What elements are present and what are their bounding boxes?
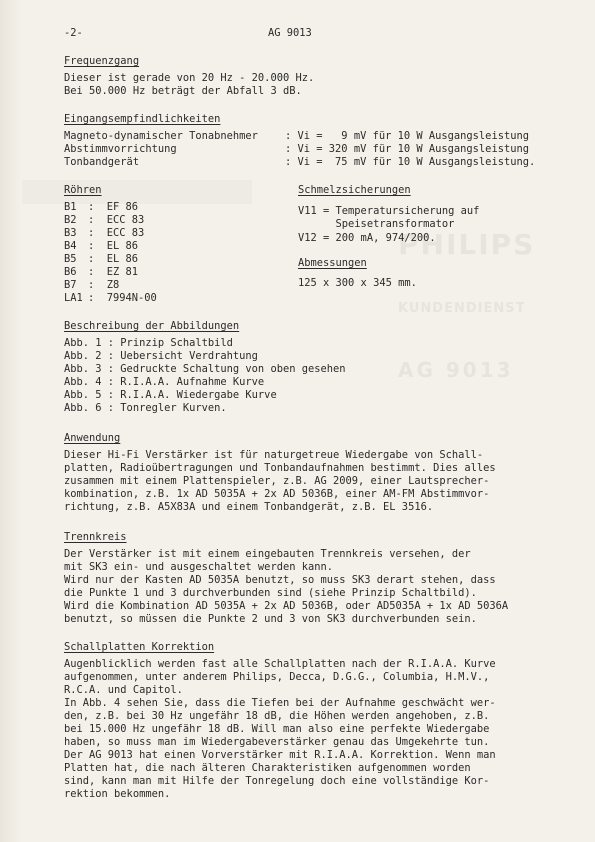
roehren-code: B5 <box>64 253 77 265</box>
schallplatten-line: Der AG 9013 hat einen Vorverstärker mit R.I.A.A. Korrektion. Wenn man <box>64 749 496 761</box>
abbildung-item: Abb. 4 : R.I.A.A. Aufnahme Kurve <box>64 376 265 388</box>
abbildung-item: Abb. 6 : Tonregler Kurven. <box>64 402 227 414</box>
roehren-type: : Z8 <box>88 279 120 291</box>
abbildung-item: Abb. 5 : R.I.A.A. Wiedergabe Kurve <box>64 389 277 401</box>
trennkreis-line: die Punkte 1 und 3 durchverbunden sind (siehe Prinzip Schaltbild). <box>64 587 477 599</box>
schmelz-heading: Schmelzsicherungen <box>298 184 411 196</box>
abbildung-item: Abb. 1 : Prinzip Schaltbild <box>64 337 233 349</box>
schmelz-line: V12 = 200 mA, 974/200. <box>298 232 436 244</box>
anwendung-line: zusammen mit einem Plattenspieler, z.B. AG 2009, einer Lautsprecher- <box>64 475 490 487</box>
schmelz-line: Speisetransformator <box>298 218 455 230</box>
schallplatten-line: In Abb. 4 sehen Sie, dass die Tiefen bei der Aufnahme geschwächt wer- <box>64 697 496 709</box>
roehren-type: : EL 86 <box>88 253 139 265</box>
schallplatten-line: den, z.B. bei 30 Hz ungefähr 18 dB, die Höhen werden angehoben, z.B. <box>64 710 490 722</box>
trennkreis-line: benutzt, so müssen die Punkte 2 und 3 von SK3 durchverbunden sein. <box>64 613 477 625</box>
binding-strip <box>0 0 22 842</box>
roehren-type: : ECC 83 <box>88 227 145 239</box>
frequenzgang-line: Bei 50.000 Hz beträgt der Abfall 3 dB. <box>64 85 302 97</box>
abmessungen-value: 125 x 300 x 345 mm. <box>298 277 417 289</box>
eingang-value: : Vi = 320 mV für 10 W Ausgangsleistung <box>285 143 529 155</box>
frequenzgang-heading: Frequenzgang <box>64 55 140 67</box>
roehren-code: B3 <box>64 227 77 239</box>
anwendung-line: Dieser Hi-Fi Verstärker ist für naturgetreue Wiedergabe von Schall- <box>64 449 484 461</box>
trennkreis-line: Wird die Kombination AD 5035A + 2x AD 5036B, oder AD5035A + 1x AD 5036A <box>64 600 509 612</box>
roehren-code: B4 <box>64 240 77 252</box>
schmelz-line: V11 = Temperatursicherung auf <box>298 205 480 217</box>
schallplatten-line: R.C.A. und Capitol. <box>64 684 183 696</box>
roehren-code: LA1 <box>64 292 83 304</box>
roehren-type: : EL 86 <box>88 240 139 252</box>
eingang-heading: Eingangsempfindlichkeiten <box>64 113 221 125</box>
model-number: AG 9013 <box>268 27 312 39</box>
roehren-type: : EF 86 <box>88 201 139 213</box>
roehren-code: B7 <box>64 279 77 291</box>
anwendung-heading: Anwendung <box>64 432 121 444</box>
abmessungen-heading: Abmessungen <box>298 257 367 269</box>
watermark-line-1: PHILIPS <box>398 228 536 261</box>
schallplatten-heading: Schallplatten Korrektion <box>64 641 215 653</box>
eingang-label: Magneto-dynamischer Tonabnehmer <box>64 130 258 142</box>
frequenzgang-line: Dieser ist gerade von 20 Hz - 20.000 Hz. <box>64 72 315 84</box>
eingang-label: Abstimmvorrichtung <box>64 143 177 155</box>
watermark-line-2: KUNDENDIENST <box>398 301 526 316</box>
roehren-type: : ECC 83 <box>88 214 145 226</box>
abbildung-item: Abb. 3 : Gedruckte Schaltung von oben gesehen <box>64 363 346 375</box>
schallplatten-line: Augenblicklich werden fast alle Schallplatten nach der R.I.A.A. Kurve <box>64 658 496 670</box>
trennkreis-line: Wird nur der Kasten AD 5035A benutzt, so muss SK3 derart stehen, dass <box>64 574 496 586</box>
abbildung-item: Abb. 2 : Uebersicht Verdrahtung <box>64 350 258 362</box>
schallplatten-line: haben, so muss man im Wiedergabeverstärker genau das Umgekehrte tun. <box>64 736 490 748</box>
schallplatten-line: Platten hat, die nach älteren Charakteristiken aufgenommen worden <box>64 762 471 774</box>
roehren-type: : EZ 81 <box>88 266 139 278</box>
schallplatten-line: bei 15.000 Hz ungefähr 18 dB. Will man also eine perfekte Wiedergabe <box>64 723 490 735</box>
abbildungen-heading: Beschreibung der Abbildungen <box>64 320 240 332</box>
roehren-heading: Röhren <box>64 184 102 196</box>
trennkreis-heading: Trennkreis <box>64 531 127 543</box>
page-number: -2- <box>64 27 83 39</box>
trennkreis-line: mit SK3 ein- und ausgeschaltet werden kann. <box>64 561 333 573</box>
roehren-code: B2 <box>64 214 77 226</box>
roehren-code: B1 <box>64 201 77 213</box>
watermark-line-3: AG 9013 <box>398 358 514 382</box>
roehren-type: : 7994N-00 <box>88 292 157 304</box>
trennkreis-line: Der Verstärker ist mit einem eingebauten Trennkreis versehen, der <box>64 548 471 560</box>
eingang-value: : Vi = 9 mV für 10 W Ausgangsleistung <box>285 130 529 142</box>
schallplatten-line: sind, kann man mit Hilfe der Tonregelung doch eine vollständige Kor- <box>64 775 490 787</box>
roehren-code: B6 <box>64 266 77 278</box>
schallplatten-line: aufgenommen, unter anderem Philips, Decca, D.G.G., Columbia, H.M.V., <box>64 671 490 683</box>
anwendung-line: platten, Radioübertragungen und Tonbandaufnahmen bestimmt. Dies alles <box>64 462 496 474</box>
anwendung-line: kombination, z.B. 1x AD 5035A + 2x AD 5036B, einer AM-FM Abstimmvor- <box>64 488 490 500</box>
eingang-value: : Vi = 75 mV für 10 W Ausgangsleistung. <box>285 156 536 168</box>
anwendung-line: richtung, z.B. A5X83A und einem Tonbandgerät, z.B. EL 3516. <box>64 501 434 513</box>
eingang-label: Tonbandgerät <box>64 156 140 168</box>
schallplatten-line: rektion bekommen. <box>64 788 171 800</box>
